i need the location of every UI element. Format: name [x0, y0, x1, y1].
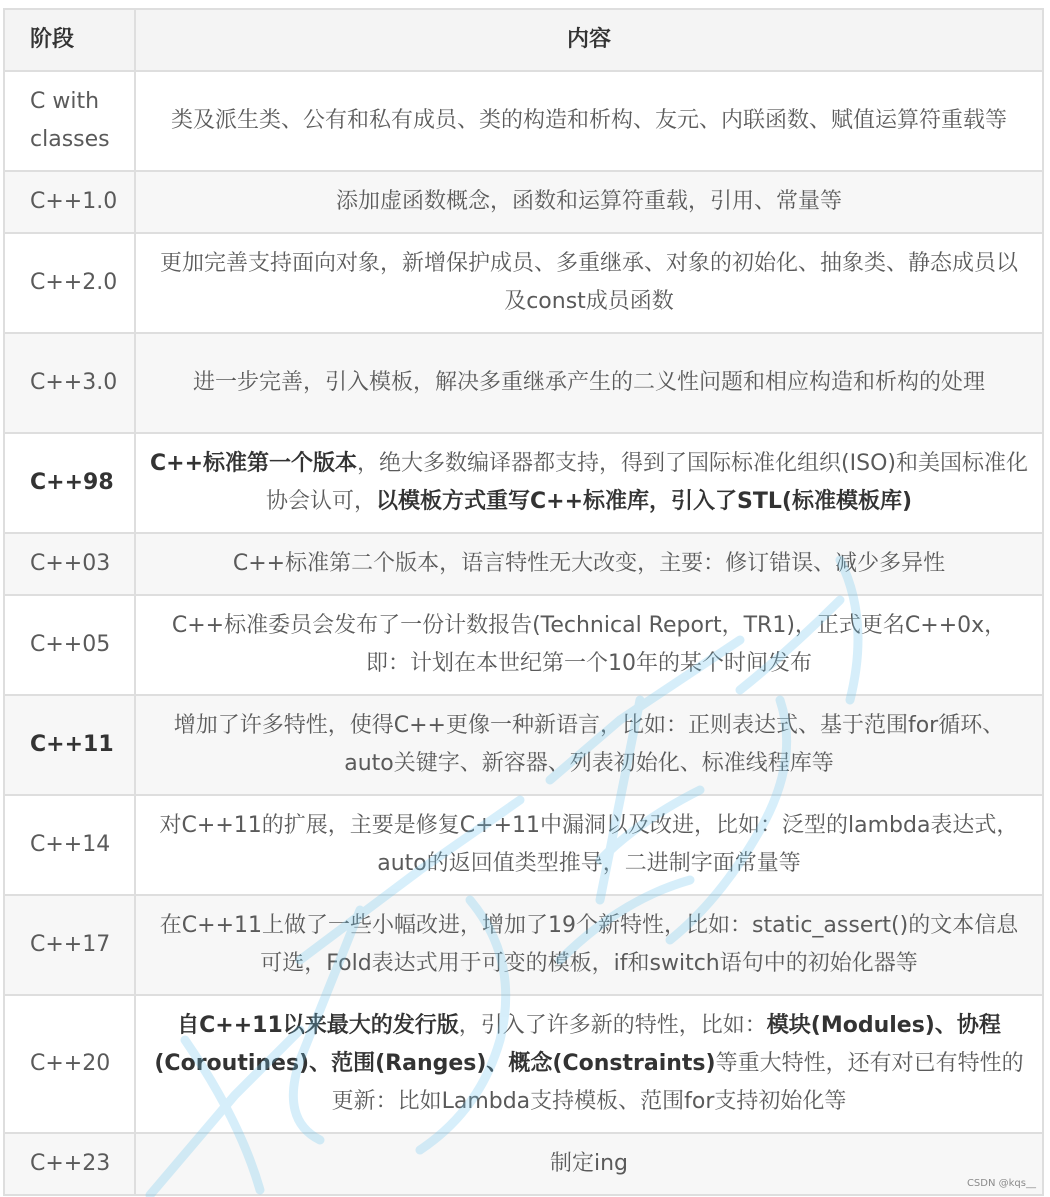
credit-label: CSDN @kqs__ [966, 1178, 1036, 1189]
content-text: 增加了许多特性，使得C++更像一种新语言，比如：正则表达式、基于范围for循环、auto关键字、新容器、列表初始化、标准线程库等 [173, 713, 1005, 776]
table-row [4, 171, 1043, 233]
stage-cell: C++14 [4, 795, 135, 895]
content-cell [135, 171, 1043, 233]
stage-cell: C++23 [4, 1133, 135, 1195]
content-text-bold: C++标准第一个版本 [150, 451, 358, 476]
cpp-history-table [3, 8, 1044, 1196]
content-cell [135, 695, 1043, 795]
content-cell [135, 795, 1043, 895]
content-text: ，绝大多数编译器都支持，得到了国际标准化组织(ISO)和美国标准化协会认可， [265, 451, 1028, 514]
content-text-bold: 以模板方式重写C++标准库，引入了STL(标准模板库) [376, 489, 912, 514]
content-cell [135, 433, 1043, 533]
table-row [4, 995, 1043, 1133]
content-cell [135, 595, 1043, 695]
header-stage: 阶段 [4, 9, 135, 71]
content-text-bold: 模块(Modules)、协程(Coroutines)、范围(Ranges)、概念(Constraints) [154, 1013, 1001, 1076]
stage-cell: C with classes [4, 71, 135, 171]
content-text: 进一步完善，引入模板，解决多重继承产生的二义性问题和相应构造和析构的处理 [192, 370, 985, 395]
table-row [4, 795, 1043, 895]
content-text: C++标准第二个版本，语言特性无大改变，主要：修订错误、减少多异性 [232, 551, 946, 576]
content-text: 制定ing [549, 1151, 629, 1176]
content-text: 更加完善支持面向对象，新增保护成员、多重继承、对象的初始化、抽象类、静态成员以及const成员函数 [159, 251, 1018, 314]
content-text: 在C++11上做了一些小幅改进，增加了19个新特性，比如：static_assert()的文本信息可选，Fold表达式用于可变的模板，if和switch语句中的初始化器等 [159, 913, 1019, 976]
content-text: 等重大特性，还有对已有特性的更新：比如Lambda支持模板、范围for支持初始化等 [331, 1051, 1024, 1114]
content-cell [135, 233, 1043, 333]
content-cell [135, 333, 1043, 433]
stage-cell: C++05 [4, 595, 135, 695]
content-text: ，引入了许多新的特性，比如： [458, 1013, 767, 1038]
header-content: 内容 [135, 9, 1043, 71]
table-row [4, 533, 1043, 595]
stage-cell: C++3.0 [4, 333, 135, 433]
stage-cell: C++11 [4, 695, 135, 795]
stage-cell: C++17 [4, 895, 135, 995]
content-cell [135, 533, 1043, 595]
table-header-row [4, 9, 1043, 71]
table-row [4, 333, 1043, 433]
stage-cell: C++03 [4, 533, 135, 595]
content-cell [135, 1133, 1043, 1195]
table-row [4, 233, 1043, 333]
content-text: C++标准委员会发布了一份计数报告(Technical Report，TR1)，正式更名C++0x，即：计划在本世纪第一个10年的某个时间发布 [171, 613, 1007, 676]
content-text-bold: 自C++11以来最大的发行版 [177, 1013, 459, 1038]
content-text: 类及派生类、公有和私有成员、类的构造和析构、友元、内联函数、赋值运算符重载等 [170, 108, 1007, 133]
content-cell [135, 895, 1043, 995]
content-cell [135, 71, 1043, 171]
content-cell [135, 995, 1043, 1133]
table-row [4, 71, 1043, 171]
table-row [4, 595, 1043, 695]
table-row [4, 1133, 1043, 1195]
stage-cell: C++2.0 [4, 233, 135, 333]
content-text: 添加虚函数概念，函数和运算符重载，引用、常量等 [335, 189, 842, 214]
stage-cell: C++98 [4, 433, 135, 533]
content-text: 对C++11的扩展，主要是修复C++11中漏洞以及改进，比如：泛型的lambda表达式，auto的返回值类型推导，二进制字面常量等 [159, 813, 1019, 876]
table-row [4, 695, 1043, 795]
stage-cell: C++1.0 [4, 171, 135, 233]
table-row [4, 433, 1043, 533]
table-row [4, 895, 1043, 995]
stage-cell: C++20 [4, 995, 135, 1133]
